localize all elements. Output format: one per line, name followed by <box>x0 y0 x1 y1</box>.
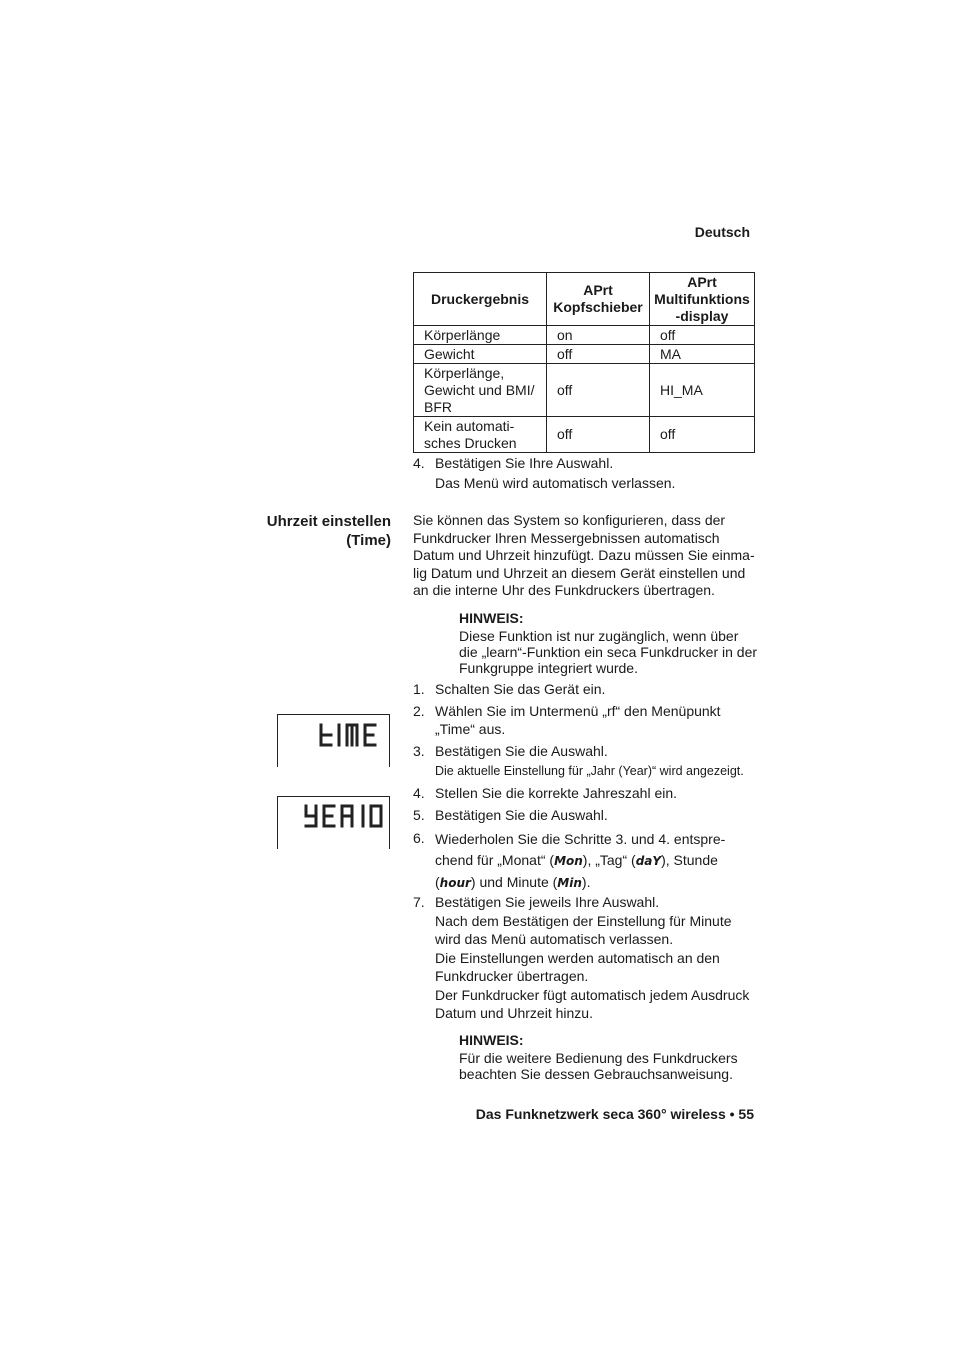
step-7-sub-3: Der Funkdrucker fügt automatisch jedem Ausdruck Datum und Uhrzeit hinzu. <box>435 987 750 1022</box>
table-cell: off <box>547 345 650 364</box>
step-7-sub-2: Die Einstellungen werden automatisch an den Funkdrucker übertragen. <box>435 950 720 985</box>
table-cell: on <box>547 326 650 345</box>
table-cell: Kein automati- sches Drucken <box>414 417 547 453</box>
table-row <box>414 326 755 345</box>
table-header-multifunktionsdisplay: APrt Multifunktions -display <box>650 273 755 326</box>
pre-step-4-sub: Das Menü wird automatisch verlassen. <box>435 475 676 491</box>
lcd-min-symbol: Min <box>557 876 582 890</box>
lcd-year-glyphs <box>278 797 389 849</box>
lcd-display-time <box>277 714 390 767</box>
lcd-display-year <box>277 796 390 849</box>
table-cell: MA <box>650 345 755 364</box>
table-row <box>414 364 755 417</box>
note2-body: Für die weitere Bedienung des Funkdruckers beachten Sie dessen Gebrauchsanweisung. <box>459 1050 738 1082</box>
table-cell: Körperlänge <box>414 326 547 345</box>
note1-body: Diese Funktion ist nur zugänglich, wenn über die „learn“-Funktion ein seca Funkdrucker in der Funkgruppe integriert wurde. <box>459 628 758 676</box>
lcd-time-glyphs <box>278 715 389 767</box>
print-options-table <box>413 272 755 453</box>
table-cell: Körperlänge, Gewicht und BMI/ BFR <box>414 364 547 417</box>
table-cell: off <box>650 417 755 453</box>
lcd-hour-symbol: hour <box>439 876 471 890</box>
table-cell: HI_MA <box>650 364 755 417</box>
table-cell: off <box>547 364 650 417</box>
note1-title: HINWEIS: <box>459 610 524 626</box>
table-row <box>414 417 755 453</box>
lcd-day-symbol: daY <box>635 854 662 868</box>
table-cell: off <box>547 417 650 453</box>
table-cell: off <box>650 326 755 345</box>
step-3-sub: Die aktuelle Einstellung für „Jahr (Year)“ wird angezeigt. <box>435 764 744 778</box>
intro-paragraph: Sie können das System so konfigurieren, dass der Funkdrucker Ihren Messergebnissen automatisch Datum und Uhrzeit hinzufügt. Dazu müssen Sie einma-lig Datum und Uhrzeit an diesem Gerät einstellen und an die interne Uhr des Funkdruckers übertragen. <box>413 512 755 598</box>
page-footer: Das Funknetzwerk seca 360° wireless • 55 <box>475 1106 754 1122</box>
lcd-mon-symbol: Mon <box>554 854 583 868</box>
step-7-sub-1: Nach dem Bestätigen der Einstellung für Minute wird das Menü automatisch verlassen. <box>435 913 732 948</box>
note2-title: HINWEIS: <box>459 1032 524 1048</box>
section-title: Uhrzeit einstellen (Time) <box>266 513 391 549</box>
table-row <box>414 345 755 364</box>
table-cell: Gewicht <box>414 345 547 364</box>
table-header-druckergebnis: Druckergebnis <box>414 273 547 326</box>
table-header-kopfschieber: APrt Kopfschieber <box>547 273 650 326</box>
language-label: Deutsch <box>694 224 750 240</box>
